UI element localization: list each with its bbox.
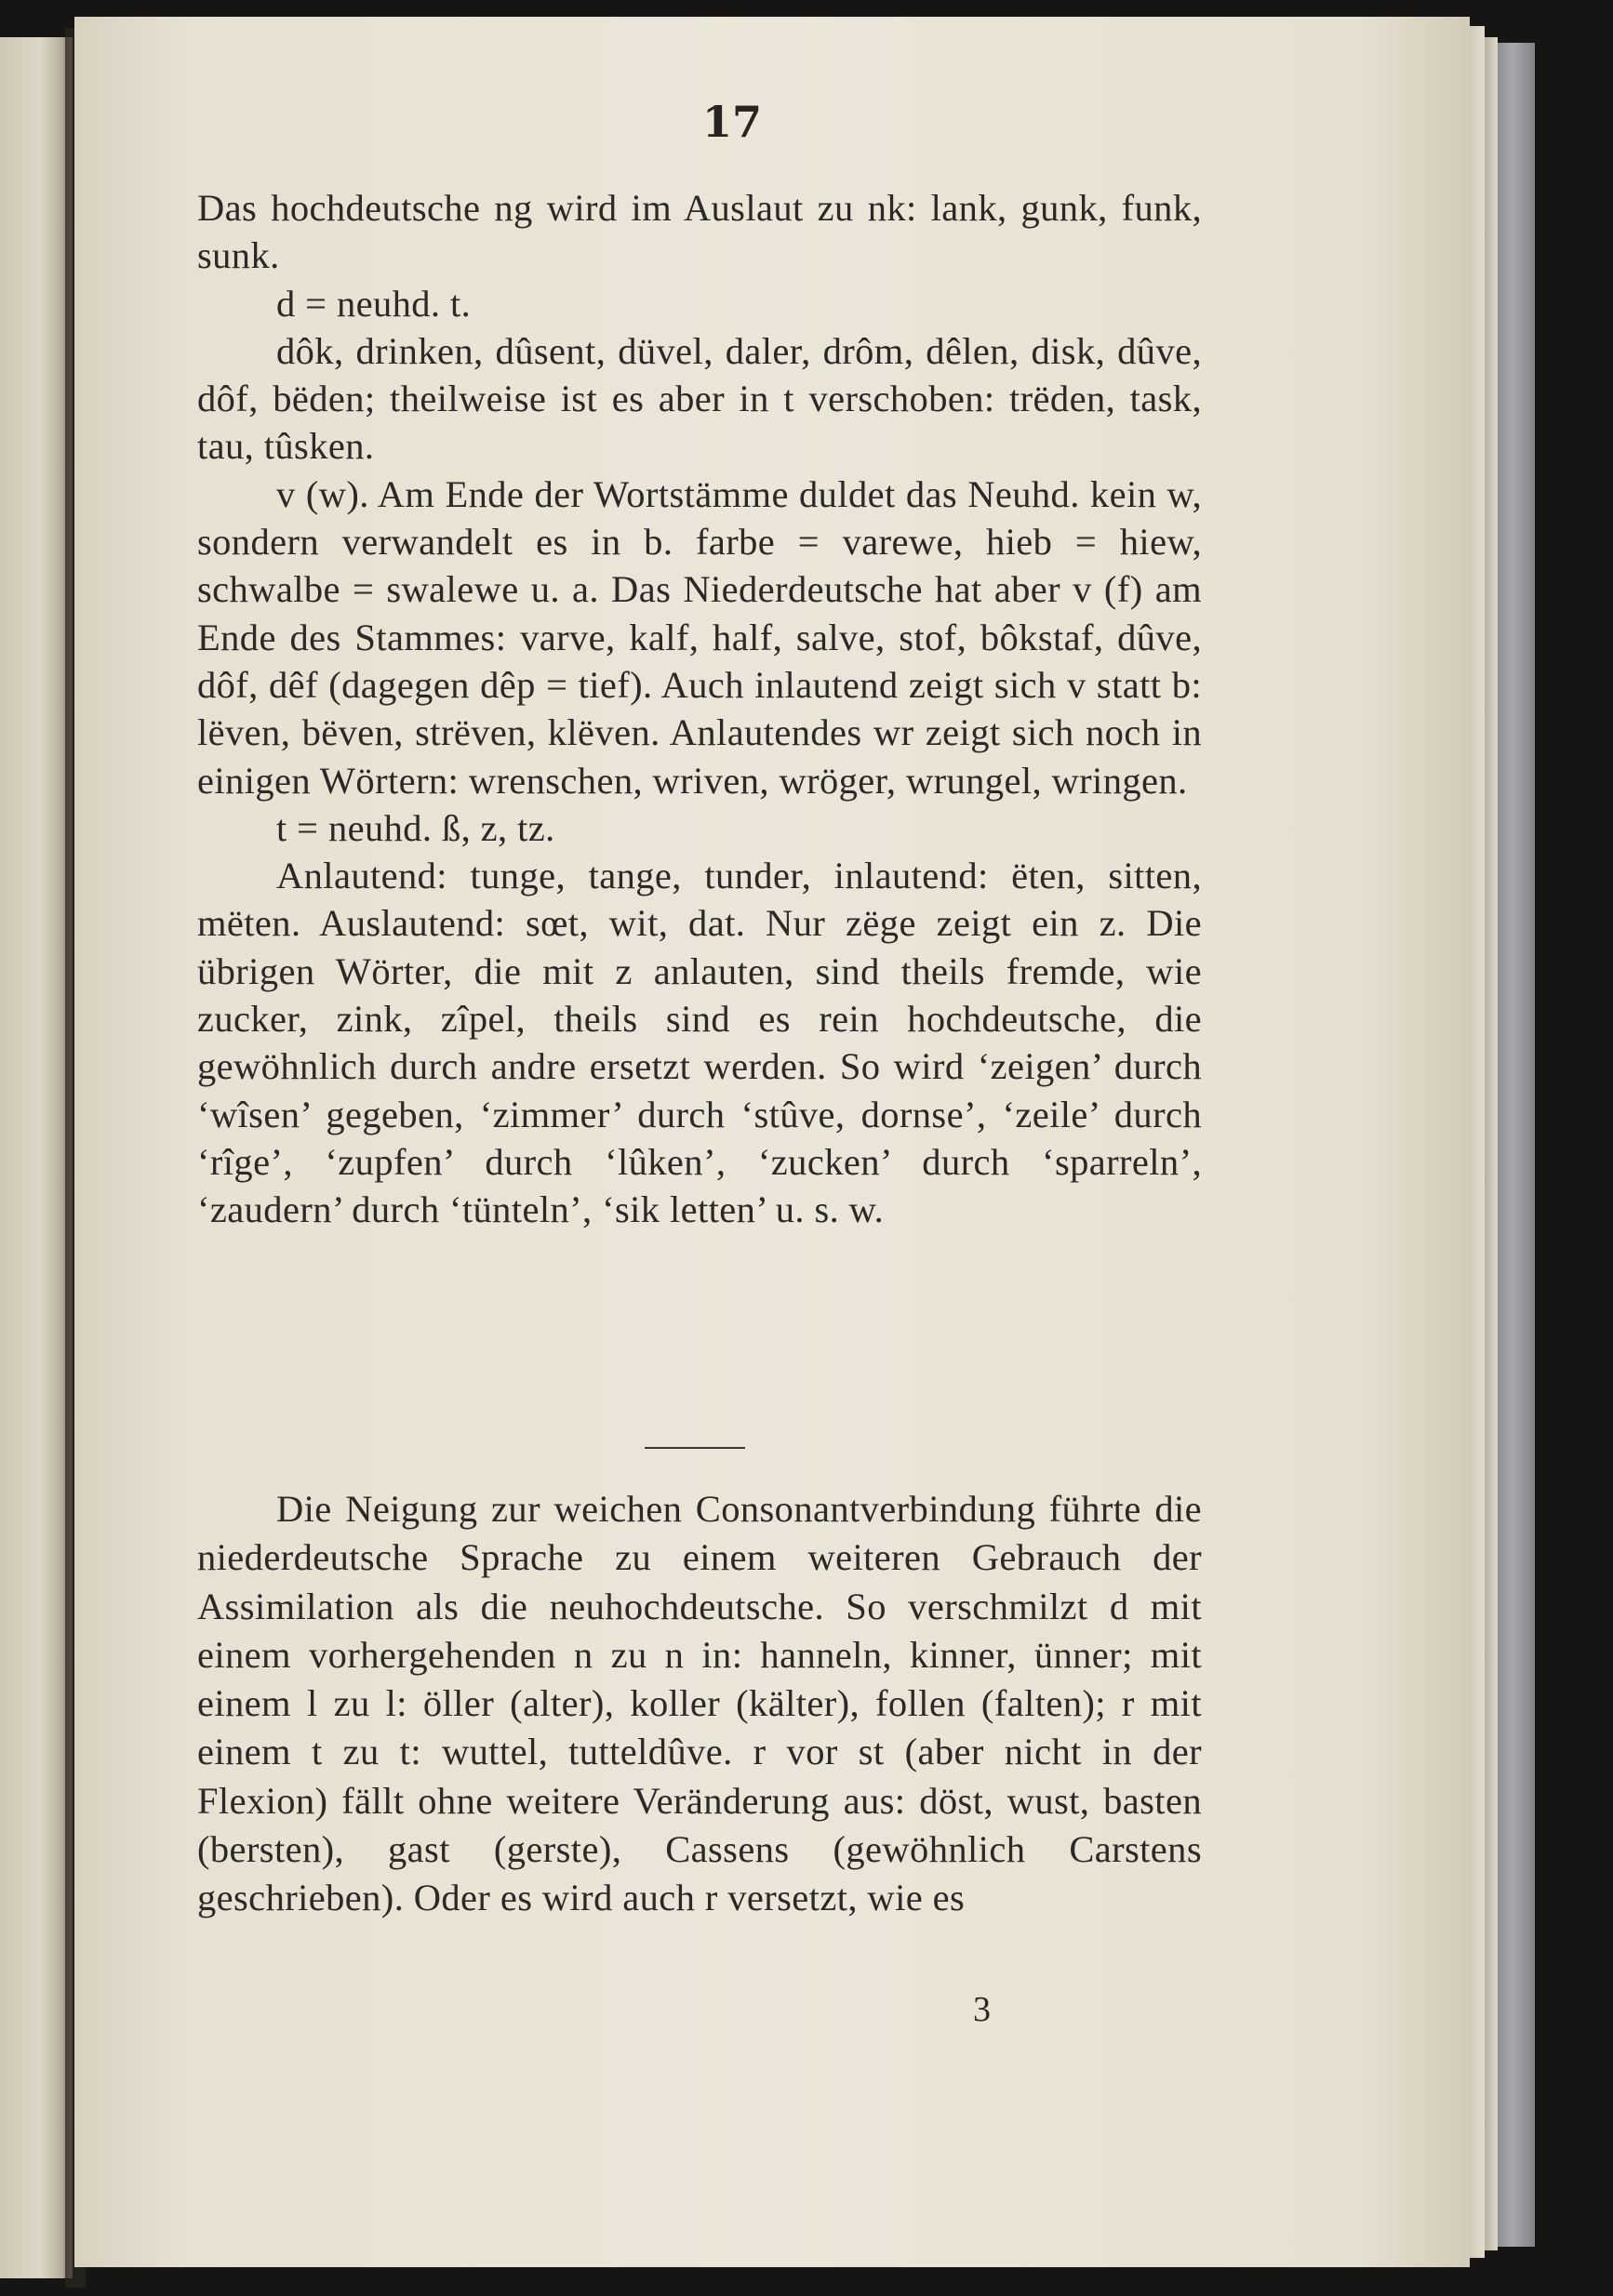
paragraph: t = neuhd. ß, z, tz. (276, 806, 555, 849)
page-stack-edge-inner (1485, 37, 1498, 2250)
paragraph: Das hochdeutsche ng wird im Auslaut zu nk: lank, gunk, funk, sunk. (197, 187, 1202, 277)
paragraph: dôk, drinken, dûsent, düvel, daler, drôm, dêlen, disk, dûve, dôf, bëden; theilweise ist es aber in t verschoben: trëden, task, tau, tûsken. (197, 329, 1202, 468)
page-stack-edge (1468, 26, 1485, 2258)
paragraph: v (w). Am Ende der Wortstämme duldet das Neuhd. kein w, sondern verwandelt es in b. farbe = varewe, hieb = hiew, schwalbe = swalewe u. a. Das Niederdeutsche hat aber v (f) am Ende des Stammes: varve, kalf, half, salve, stof, bôkstaf, dûve, dôf, dêf (dagegen dêp = tief). Auch inlautend zeigt sich v statt b: lëven, bëven, strëven, klëven. Anlautendes wr zeigt sich noch in einigen Wörtern: wrenschen, wriven, wröger, wrungel, wringen. (197, 472, 1202, 802)
previous-page-edge (0, 37, 73, 2278)
book-cover-board (1498, 43, 1535, 2247)
text-section-assimilation (197, 1485, 1202, 1923)
page-number: 17 (701, 97, 762, 147)
section-divider (645, 1447, 745, 1449)
text-section-consonants (197, 184, 1202, 1234)
paragraph: d = neuhd. t. (276, 282, 472, 325)
paragraph: Anlautend: tunge, tange, tunder, inlautend: ëten, sitten, mëten. Auslautend: sœt, wit, dat. Nur zëge zeigt ein z. Die übrigen Wörter, die mit z anlauten, sind theils fremde, wie zucker, zink, zîpel, theils sind es rein hochdeutsche, die gewöhnlich durch andre ersetzt werden. So wird ‘zeigen’ durch ‘wîsen’ gegeben, ‘zimmer’ durch ‘stûve, dornse’, ‘zeile’ durch ‘rîge’, ‘zupfen’ durch ‘lûken’, ‘zucken’ durch ‘sparreln’, ‘zaudern’ durch ‘tünteln’, ‘sik letten’ u. s. w. (197, 855, 1202, 1231)
printer-signature-mark: 3 (973, 1990, 991, 2029)
paragraph: Die Neigung zur weichen Consonantverbindung führte die niederdeutsche Sprache zu einem weiteren Gebrauch der Assimilation als die neuhochdeutsche. So verschmilzt d mit einem vorhergehenden n zu n in: hanneln, kinner, ünner; mit einem l zu l: öller (alter), koller (kälter), follen (falten); r mit einem t zu t: wuttel, tutteldûve. r vor st (aber nicht in der Flexion) fällt ohne weitere Veränderung aus: döst, wust, basten (bersten), gast (gerste), Cassens (gewöhnlich Carstens geschrieben). Oder es wird auch r versetzt, wie es (197, 1488, 1202, 1919)
